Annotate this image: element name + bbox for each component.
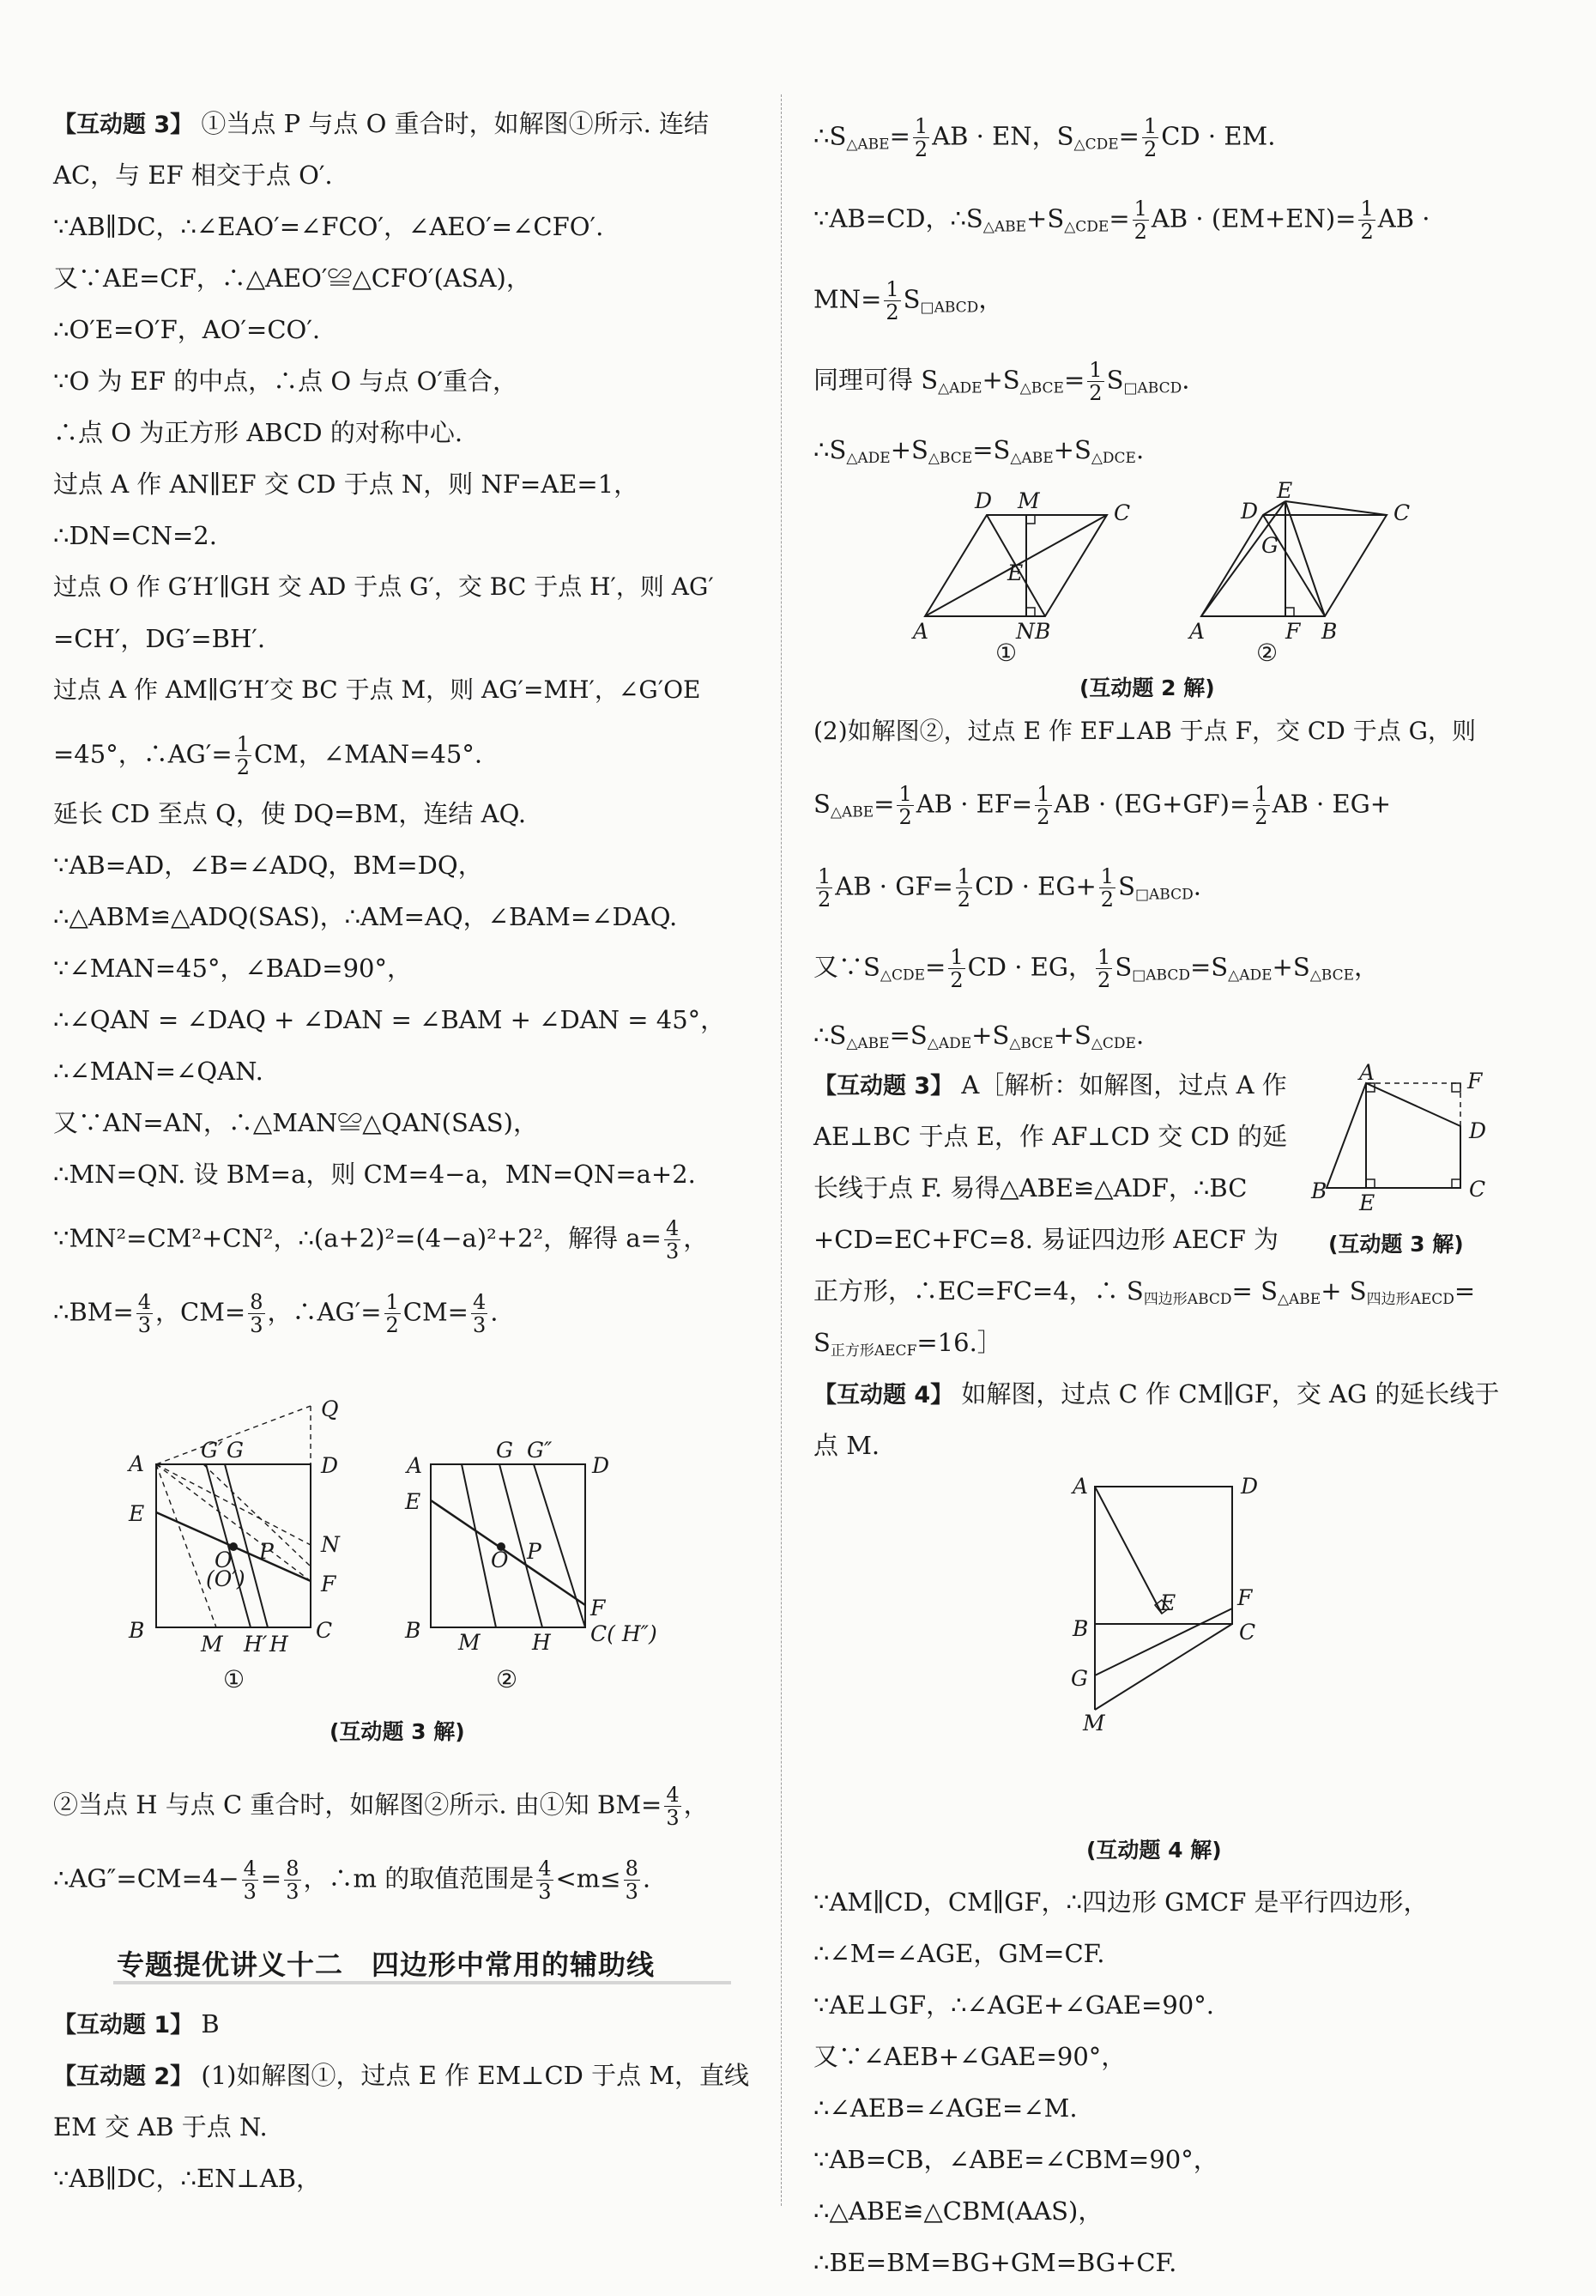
fraction: $\frac{1}{2}$ xyxy=(1134,197,1147,244)
label: E xyxy=(405,1489,421,1514)
figure-caption: (互动题 4 解) xyxy=(1086,1838,1222,1863)
text-line: =CH′，DG′=BH′. xyxy=(53,624,266,653)
text-line: 同理可得 $S_{\triangle ADE}+S_{\triangle BCE}=$ $\frac{1}{2}$ $S_{□ABCD}$. xyxy=(813,358,1190,405)
text-line: ∴∠M=∠AGE，GM=CF. xyxy=(813,1939,1105,1968)
label: M xyxy=(1083,1711,1105,1736)
text-line: $\therefore S_{\triangle ADE}+S_{\triangle BCE}=S_{\triangle ABE}+S_{\triangle DCE}$. xyxy=(813,435,1145,467)
label: P xyxy=(259,1539,274,1564)
text-line: ∴△ABM≌△ADQ(SAS)，∴AM=AQ，∠BAM=∠DAQ. xyxy=(53,902,678,931)
figure-square-1 xyxy=(122,1396,379,1693)
figure-parallelogram-1 xyxy=(913,488,1157,667)
text-line: 又∵AE=CF，∴△AEO′≌△CFO′(ASA)， xyxy=(53,264,531,293)
figure-square-2 xyxy=(396,1399,657,1693)
text-line: AE⊥BC 于点 E，作 AF⊥CD 交 CD 的延 xyxy=(813,1122,1288,1151)
label: B xyxy=(129,1618,145,1643)
label: E xyxy=(1007,560,1024,585)
text-line: 过点 A 作 AM∥G′H′交 BC 于点 M，则 AG′=MH′，∠G′OE xyxy=(53,675,701,704)
text-line: $\frac{1}{2}$ AB · GF= $\frac{1}{2}$ CD · EG+ $\frac{1}{2}$ $S_{□ABCD}$. xyxy=(818,864,1201,912)
text-line: +CD=EC+FC=8. 易证四边形 AECF 为 xyxy=(813,1225,1279,1254)
label: M xyxy=(458,1630,481,1655)
label: G″ xyxy=(527,1438,553,1463)
label: G xyxy=(496,1438,513,1463)
text-line: AC，与 EF 相交于点 O′. xyxy=(53,161,333,190)
text-line: ∵AM∥CD，CM∥GF，∴四边形 GMCF 是平行四边形， xyxy=(813,1887,1429,1917)
label: G xyxy=(1261,533,1279,558)
text-line: $\therefore S_{\triangle ABE}=S_{\triangle ADE}+S_{\triangle BCE}+S_{\triangle CDE}$. xyxy=(813,1021,1145,1052)
label: Q xyxy=(321,1396,339,1421)
label: N xyxy=(1016,619,1035,644)
text-line: ∵∠MAN=45°，∠BAD=90°， xyxy=(53,954,412,983)
label: ① xyxy=(995,639,1018,667)
fraction: $\frac{1}{2}$ xyxy=(818,864,831,912)
fraction: $\frac{4}{3}$ xyxy=(137,1290,152,1337)
column-divider xyxy=(781,94,782,2206)
label: ② xyxy=(496,1665,518,1693)
fraction: $\frac{4}{3}$ xyxy=(472,1290,487,1337)
label: C xyxy=(1114,500,1131,525)
text-line: ∴AG″=CM=4− $\frac{4}{3}$ = $\frac{8}{3}$ ，∴m 的取值范围是 $\frac{4}{3}$ <m≤ $\frac{8}{3}$ . xyxy=(53,1857,651,1904)
label: F xyxy=(1467,1069,1483,1093)
label: A xyxy=(407,1453,423,1478)
text-line: $S_{\triangle ABE}=$ $\frac{1}{2}$ AB · EF= $\frac{1}{2}$ AB · (EG+GF)= $\frac{1}{2}$ AB · EG+ xyxy=(813,782,1392,829)
label: B xyxy=(1321,619,1338,644)
text-line: $S_{正方形AECF}=16.]$ xyxy=(813,1328,1002,1360)
label: C xyxy=(316,1618,333,1643)
fraction: $\frac{1}{2}$ xyxy=(1089,358,1103,405)
fraction: $\frac{1}{2}$ xyxy=(898,782,912,829)
text-line: 长线于点 F. 易得△ABE≌△ADF，∴BC xyxy=(813,1173,1248,1203)
label: M xyxy=(1018,488,1040,513)
fraction: $\frac{1}{2}$ xyxy=(1143,114,1158,161)
label: A xyxy=(129,1451,145,1476)
fraction: $\frac{4}{3}$ xyxy=(538,1857,552,1904)
text-line: EM 交 AB 于点 N. xyxy=(53,2112,268,2142)
text-line: 过点 A 作 AN∥EF 交 CD 于点 N，则 NF=AE=1， xyxy=(53,469,639,499)
fraction: $\frac{1}{2}$ xyxy=(886,277,899,324)
text-line: ∵MN²=CM²+CN²，∴(a+2)²=(4−a)²+2²，解得 a= $\frac{4}{3}$ ， xyxy=(53,1216,709,1263)
fraction: $\frac{1}{2}$ xyxy=(950,945,964,992)
label: E xyxy=(1359,1190,1375,1215)
label: N xyxy=(321,1532,340,1557)
text-line: ∴BE=BM=BG+GM=BG+CF. xyxy=(813,2248,1177,2277)
label: E xyxy=(1277,478,1293,503)
text-line: 【互动题 4】 如解图，过点 C 作 CM∥GF，交 AG 的延长线于 xyxy=(813,1379,1500,1408)
text-line: ∴△ABE≌△CBM(AAS)， xyxy=(813,2196,1103,2226)
text-line: ∵O 为 EF 的中点，∴点 O 与点 O′重合， xyxy=(53,367,517,396)
label: F xyxy=(590,1596,606,1621)
fraction: $\frac{4}{3}$ xyxy=(243,1857,257,1904)
label: F xyxy=(1285,619,1301,644)
label: O xyxy=(215,1548,233,1572)
text-line: ∵AB=CD，$\therefore S_{\triangle ABE}+S_{\triangle CDE}=$ $\frac{1}{2}$ AB · (EM+EN)= $\frac{1}{2}$ AB · xyxy=(813,197,1430,244)
text-line: 又∵∠AEB+∠GAE=90°， xyxy=(813,2042,1127,2071)
fraction: $\frac{8}{3}$ xyxy=(625,1857,638,1904)
fraction: $\frac{1}{2}$ xyxy=(914,114,928,161)
text-line: 又∵AN=AN，∴△MAN≌△QAN(SAS)， xyxy=(53,1108,538,1137)
text-line: 【互动题 3】 ①当点 P 与点 O 重合时，如解图①所示. 连结 xyxy=(53,109,710,138)
label: P xyxy=(527,1539,541,1564)
text-line: ∵AE⊥GF，∴∠AGE+∠GAE=90°. xyxy=(813,1990,1214,2020)
text-line: 正方形，∴EC=FC=4，∴ $S_{四边形ABCD}= S_{\triangle ABE}+ S_{四边形AECD}=$ xyxy=(813,1276,1476,1308)
text-line: ∴∠MAN=∠QAN. xyxy=(53,1057,263,1086)
text-line: =45°，∴AG′= $\frac{1}{2}$ CM，∠MAN=45°. xyxy=(53,732,483,779)
text-line: ∴BM= $\frac{4}{3}$ ，CM= $\frac{8}{3}$ ，∴AG′= $\frac{1}{2}$ CM= $\frac{4}{3}$ . xyxy=(53,1290,499,1337)
figure-parallelogram-2 xyxy=(1189,478,1431,667)
text-line: 【互动题 3】 A［解析：如解图，过点 A 作 xyxy=(813,1070,1287,1100)
label: F xyxy=(1237,1585,1253,1610)
label: D xyxy=(1241,1474,1259,1499)
label: D xyxy=(321,1453,339,1478)
text-line: 【互动题 1】 B xyxy=(53,2009,220,2039)
text-line: ∵AB∥DC，∴EN⊥AB， xyxy=(53,2164,322,2193)
fraction: $\frac{1}{2}$ xyxy=(236,732,250,779)
text-line: (2)如解图②，过点 E 作 EF⊥AB 于点 F，交 CD 于点 G，则 xyxy=(813,717,1476,745)
text-line: ∴∠QAN = ∠DAQ + ∠DAN = ∠BAM + ∠DAN = 45°， xyxy=(53,1005,726,1034)
fraction: $\frac{1}{2}$ xyxy=(1360,197,1374,244)
label: A xyxy=(1359,1060,1375,1085)
label: A xyxy=(1073,1474,1089,1499)
fraction: $\frac{4}{3}$ xyxy=(665,1216,680,1263)
text-line: ∵AB=AD，∠B=∠ADQ，BM=DQ， xyxy=(53,851,483,880)
text-line: ②当点 H 与点 C 重合时，如解图②所示. 由①知 BM= $\frac{4}{3}$ ， xyxy=(53,1783,709,1830)
fraction: $\frac{1}{2}$ xyxy=(1254,782,1268,829)
text-line: 点 M. xyxy=(813,1431,880,1460)
label: A xyxy=(913,619,929,644)
label: C xyxy=(1239,1620,1256,1645)
label: E xyxy=(129,1501,145,1526)
text-line: 过点 O 作 G′H′∥GH 交 AD 于点 G′，交 BC 于点 H′，则 AG′ xyxy=(53,572,714,601)
label: H′ xyxy=(244,1632,268,1657)
label: H xyxy=(269,1632,288,1657)
label: B xyxy=(1035,619,1051,644)
text-line: ∴O′E=O′F，AO′=CO′. xyxy=(53,315,321,344)
label: C xyxy=(1393,500,1411,525)
label: M xyxy=(201,1632,223,1657)
label: A xyxy=(1189,619,1206,644)
text-line: ∴点 O 为正方形 ABCD 的对称中心. xyxy=(53,418,463,447)
label: D xyxy=(1241,499,1259,524)
label: B xyxy=(1073,1616,1089,1641)
label: ② xyxy=(1256,639,1279,667)
label: F xyxy=(321,1572,336,1596)
label: B xyxy=(1311,1178,1327,1203)
figure-caption: (互动题 3 解) xyxy=(1328,1232,1464,1257)
fraction: $\frac{1}{2}$ xyxy=(385,1290,399,1337)
label: G xyxy=(227,1438,244,1463)
label: D xyxy=(975,488,993,513)
label: C( H″) xyxy=(590,1621,657,1646)
fraction: $\frac{1}{2}$ xyxy=(1097,945,1111,992)
fraction: $\frac{1}{2}$ xyxy=(1037,782,1050,829)
fraction: $\frac{1}{2}$ xyxy=(957,864,971,912)
figure-caption: (互动题 3 解) xyxy=(329,1719,465,1744)
text-line: 延长 CD 至点 Q，使 DQ=BM，连结 AQ. xyxy=(53,799,527,828)
section-title: 专题提优讲义十二 四边形中常用的辅助线 xyxy=(117,1948,656,1981)
label: H xyxy=(532,1630,551,1655)
fraction: $\frac{1}{2}$ xyxy=(1100,864,1115,912)
text-line: ∵AB=CB，∠ABE=∠CBM=90°， xyxy=(813,2145,1218,2174)
label: O xyxy=(491,1548,509,1572)
text-line: ∴DN=CN=2. xyxy=(53,521,217,550)
label: G′ xyxy=(201,1438,223,1463)
figure-square-4 xyxy=(1066,1469,1259,1753)
fraction: $\frac{8}{3}$ xyxy=(250,1290,263,1337)
label: G xyxy=(1071,1666,1088,1691)
text-line: ∵AB∥DC，∴∠EAO′=∠FCO′，∠AEO′=∠CFO′. xyxy=(53,212,604,241)
label: E xyxy=(1160,1590,1176,1615)
figure-quadrilateral xyxy=(1309,1060,1515,1215)
text-line: 又$\because S_{\triangle CDE}=$ $\frac{1}{2}$ CD · EG， $\frac{1}{2}$ $S_{□ABCD}=S_{\triangle ADE}+S_{\triangle BCE}$， xyxy=(813,945,1380,992)
label: D xyxy=(592,1453,610,1478)
figure-caption: (互动题 2 解) xyxy=(1079,675,1215,700)
label: C xyxy=(1469,1177,1486,1202)
text-line: ∴MN=QN. 设 BM=a，则 CM=4−a，MN=QN=a+2. xyxy=(53,1160,696,1189)
fraction: $\frac{8}{3}$ xyxy=(286,1857,299,1904)
label: B xyxy=(405,1618,421,1643)
label: D xyxy=(1469,1118,1487,1143)
label: ① xyxy=(223,1665,245,1693)
text-line: ∴∠AEB=∠AGE=∠M. xyxy=(813,2093,1078,2123)
fraction: $\frac{4}{3}$ xyxy=(666,1783,680,1830)
label: (O′) xyxy=(206,1566,245,1591)
text-line: $\therefore S_{\triangle ABE}=$ $\frac{1}{2}$ AB · EN，$S_{\triangle CDE}=$ $\frac{1}{2}$ CD · EM. xyxy=(813,114,1276,161)
text-line: MN= $\frac{1}{2}$ $S_{□ABCD}$， xyxy=(813,277,1004,324)
text-line: 【互动题 2】 (1)如解图①，过点 E 作 EM⊥CD 于点 M，直线 xyxy=(53,2061,750,2090)
